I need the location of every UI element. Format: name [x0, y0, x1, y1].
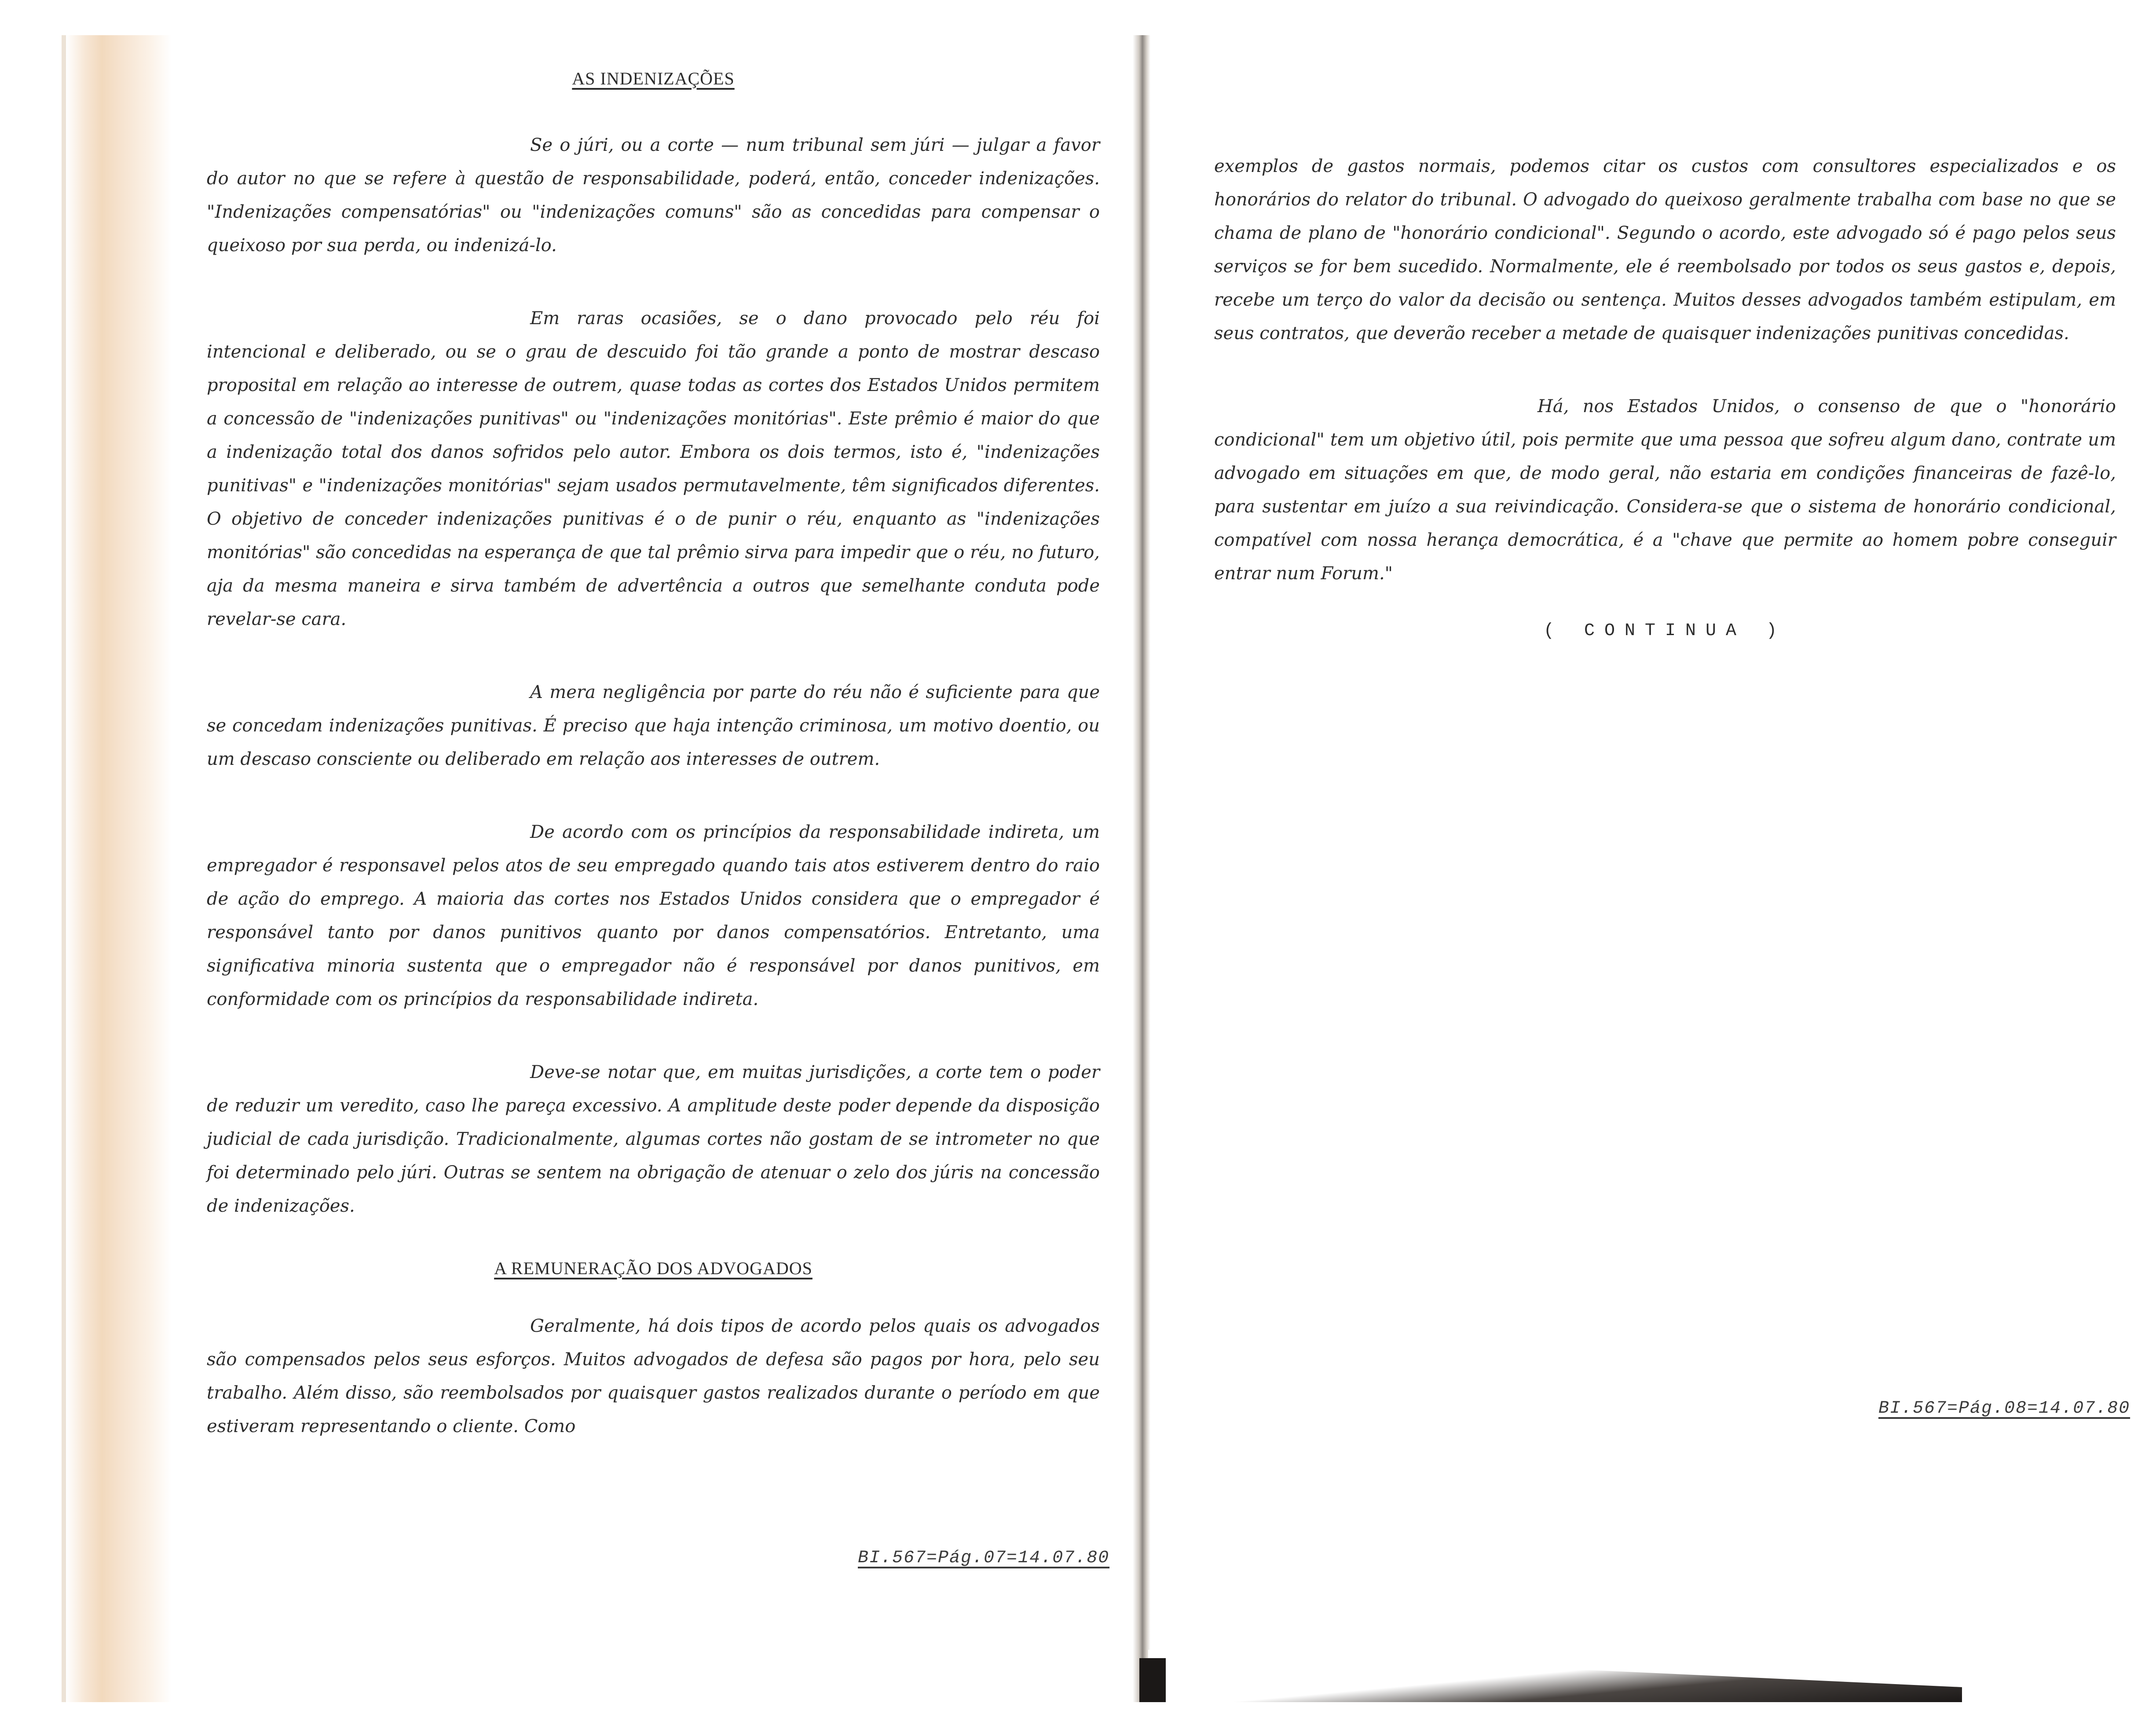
right-page	[1214, 150, 2116, 1425]
page-reference-footer: BI.567=Pág.08=14.07.80	[1878, 1399, 2130, 1418]
section-heading-remuneracao: A REMUNERAÇÃO DOS ADVOGADOS	[494, 1258, 813, 1278]
paragraph: A mera negligência por parte do réu não é suficiente para que se concedam indenizações punitivas. É preciso que haja intenção criminosa, um motivo doentio, ou um descaso consciente ou deliberado em relação aos interesses de outrem.	[207, 682, 1100, 769]
paragraph: exemplos de gastos normais, podemos citar os custos com consultores especializados e os honorários do relator do tribunal. O advogado do queixoso geralmente trabalha com base no que se chama de plano de "honorário condicional". Segundo o acordo, este advogado só é pago pelos seus serviços se for bem sucedido. Normalmente, ele é reembolsado por todos os seus gastos e, depois, recebe um terço do valor da decisão ou sentença. Muitos desses advogados também estipulam, em seus contratos, que deverão receber a metade de quaisquer indenizações punitivas concedidas.	[1214, 156, 2116, 344]
book-fold	[1133, 35, 1150, 1702]
section-heading-indenizacoes: AS INDENIZAÇÕES	[572, 69, 735, 88]
fold-shadow	[1148, 1627, 1962, 1702]
page-edge-stain	[66, 35, 172, 1702]
left-page	[207, 57, 1100, 1597]
continua-marker: ( CONTINUA )	[1543, 621, 1787, 641]
paragraph: Geralmente, há dois tipos de acordo pelos quais os advogados são compensados pelos seus esforços. Muitos advogados de defesa são pagos por hora, pelo seu trabalho. Além disso, são reembolsados por quaisquer gastos realizados durante o período em que estiveram representando o cliente. Como	[207, 1316, 1100, 1436]
page-reference-footer: BI.567=Pág.07=14.07.80	[858, 1548, 1110, 1568]
paragraph: Deve-se notar que, em muitas jurisdições, a corte tem o poder de reduzir um veredito, caso lhe pareça excessivo. A amplitude deste poder depende da disposição judicial de cada jurisdição. Tradicionalmente, algumas cortes não gostam de se intrometer no que foi determinado pelo júri. Outras se sentem na obrigação de atenuar o zelo dos júris na concessão de indenizações.	[207, 1062, 1100, 1216]
paragraph: Em raras ocasiões, se o dano provocado pelo réu foi intencional e deliberado, ou se o grau de descuido foi tão grande a ponto de mostrar descaso proposital em relação ao interesse de outrem, quase todas as cortes dos Estados Unidos permitem a concessão de "indenizações punitivas" ou "indenizações monitórias". Este prêmio é maior do que a indenização total dos danos sofridos pelo autor. Embora os dois termos, isto é, "indenizações punitivas" e "indenizações monitórias" sejam usados permutavelmente, têm significados diferentes. O objetivo de conceder indenizações punitivas é o de punir o réu, enquanto as "indenizações monitórias" são concedidas na esperança de que tal prêmio sirva para impedir que o réu, no futuro, aja da mesma maneira e sirva também de advertência a outros que semelhante conduta pode revelar-se cara.	[207, 308, 1100, 629]
paragraph: Se o júri, ou a corte — num tribunal sem júri — julgar a favor do autor no que se refere à questão de responsabilidade, poderá, então, conceder indenizações. "Indenizações compensatórias" ou "indenizações comuns" são as concedidas para compensar o queixoso por sua perda, ou indenizá-lo.	[207, 135, 1100, 256]
fold-corner-shadow	[1139, 1658, 1166, 1702]
paragraph: De acordo com os princípios da responsabilidade indireta, um empregador é responsavel pelos atos de seu empregado quando tais atos estiverem dentro do raio de ação do emprego. A maioria das cortes nos Estados Unidos considera que o empregador é responsável tanto por danos punitivos quanto por danos compensatórios. Entretanto, uma significativa minoria sustenta que o empregador não é responsável por danos punitivos, em conformidade com os princípios da responsabilidade indireta.	[207, 822, 1100, 1009]
paragraph: Há, nos Estados Unidos, o consenso de que o "honorário condicional" tem um objetivo útil, pois permite que uma pessoa que sofreu algum dano, contrate um advogado em situações em que, de modo geral, não estaria em condições financeiras de fazê-lo, para sustentar em juízo a sua reivindicação. Considera-se que o sistema de honorário condicional, compatível com nossa herança democrática, é a "chave que permite ao homem pobre conseguir entrar num Forum."	[1214, 396, 2116, 584]
